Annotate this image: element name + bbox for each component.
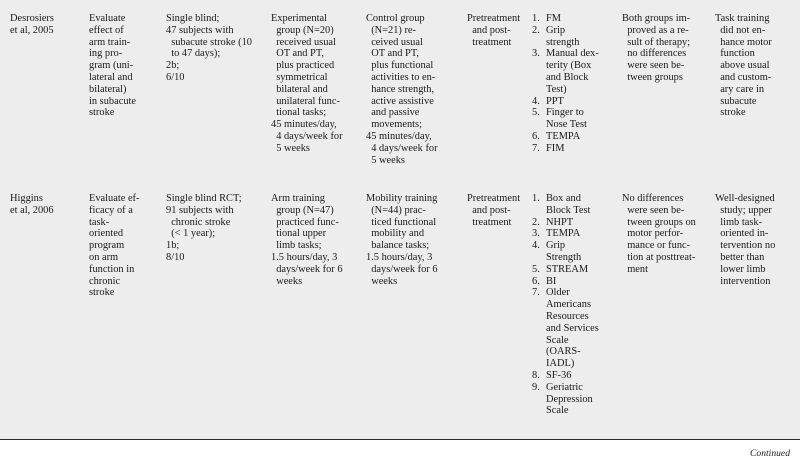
- list-item: 6. BI: [532, 275, 557, 287]
- outcome-measures-list: [532, 13, 618, 155]
- list-item: 3. Manual dex- terity (Box and Block Test): [532, 48, 599, 95]
- cell-conclusion: Well-designed study; upper limb task- oriented in- tervention no better than lower limb intervention: [715, 193, 776, 287]
- list-item: 3. TEMPA: [532, 228, 581, 240]
- cell-objective: Evaluate effect of arm train- ing pro- gram (uni- lateral and bilateral) in subacute stroke: [89, 13, 137, 119]
- list-item: 1. FM: [532, 13, 562, 24]
- cell-study: Higgins et al, 2006: [10, 193, 54, 216]
- list-item: 8. SF-36: [532, 369, 572, 381]
- cell-timing: Pretreatment and post- treatment: [467, 193, 521, 228]
- cell-results: No differences were seen be- tween groups on motor perfor- mance or func- tion at posttreat- ment: [622, 193, 696, 275]
- list-item: 7. Older Americans Resources and Services Scale (OARS- IADL): [532, 287, 599, 370]
- list-item: 2. Grip strength: [532, 24, 580, 48]
- list-item: 9. Geriatric Depression Scale: [532, 381, 593, 417]
- continued-note: Continued: [750, 448, 790, 459]
- cell-conclusion: Task training did not en- hance motor function above usual and custom- ary care in subacute stroke: [715, 13, 772, 119]
- list-item: 5. Finger to Nose Test: [532, 107, 587, 131]
- cell-results: Both groups im- proved as a re- sult of therapy; no differences were seen be- tween groups: [622, 13, 691, 83]
- list-item: 4. PPT: [532, 95, 564, 107]
- list-item: 6. TEMPA: [532, 130, 581, 142]
- list-item: 1. Box and Block Test: [532, 193, 591, 216]
- table-bottom-rule: [0, 439, 800, 440]
- cell-timing: Pretreatment and post- treatment: [467, 13, 521, 48]
- cell-design: Single blind RCT; 91 subjects with chronic stroke (< 1 year); 1b; 8/10: [166, 193, 242, 263]
- cell-control-group: Mobility training (N=44) prac- ticed functional mobility and balance tasks; 1.5 hours/day, 3 days/week for 6 weeks: [366, 193, 438, 287]
- outcome-measures-list: [532, 193, 618, 417]
- list-item: 7. FIM: [532, 142, 565, 154]
- cell-study: Desrosiers et al, 2005: [10, 13, 54, 36]
- cell-experimental-group: Experimental group (N=20) received usual OT and PT, plus practiced symmetrical bilateral and unilateral func- tional tasks; 45 minutes/day, 4 days/week for 5 weeks: [271, 13, 343, 154]
- list-item: 5. STREAM: [532, 263, 589, 275]
- cell-objective: Evaluate ef- ficacy of a task- oriented program on arm function in chronic stroke: [89, 193, 140, 299]
- list-item: 4. Grip Strength: [532, 240, 582, 263]
- cell-control-group: Control group (N=21) re- ceived usual OT and PT, plus functional activities to en- hance strength, active assistive and passive movements; 45 minutes/day, 4 days/week for 5 weeks: [366, 13, 438, 166]
- list-item: 2. NHPT: [532, 216, 574, 228]
- cell-design: Single blind; 47 subjects with subacute stroke (10 to 47 days); 2b; 6/10: [166, 13, 252, 83]
- cell-experimental-group: Arm training group (N=47) practiced func- tional upper limb tasks; 1.5 hours/day, 3 days/week for 6 weeks: [271, 193, 343, 287]
